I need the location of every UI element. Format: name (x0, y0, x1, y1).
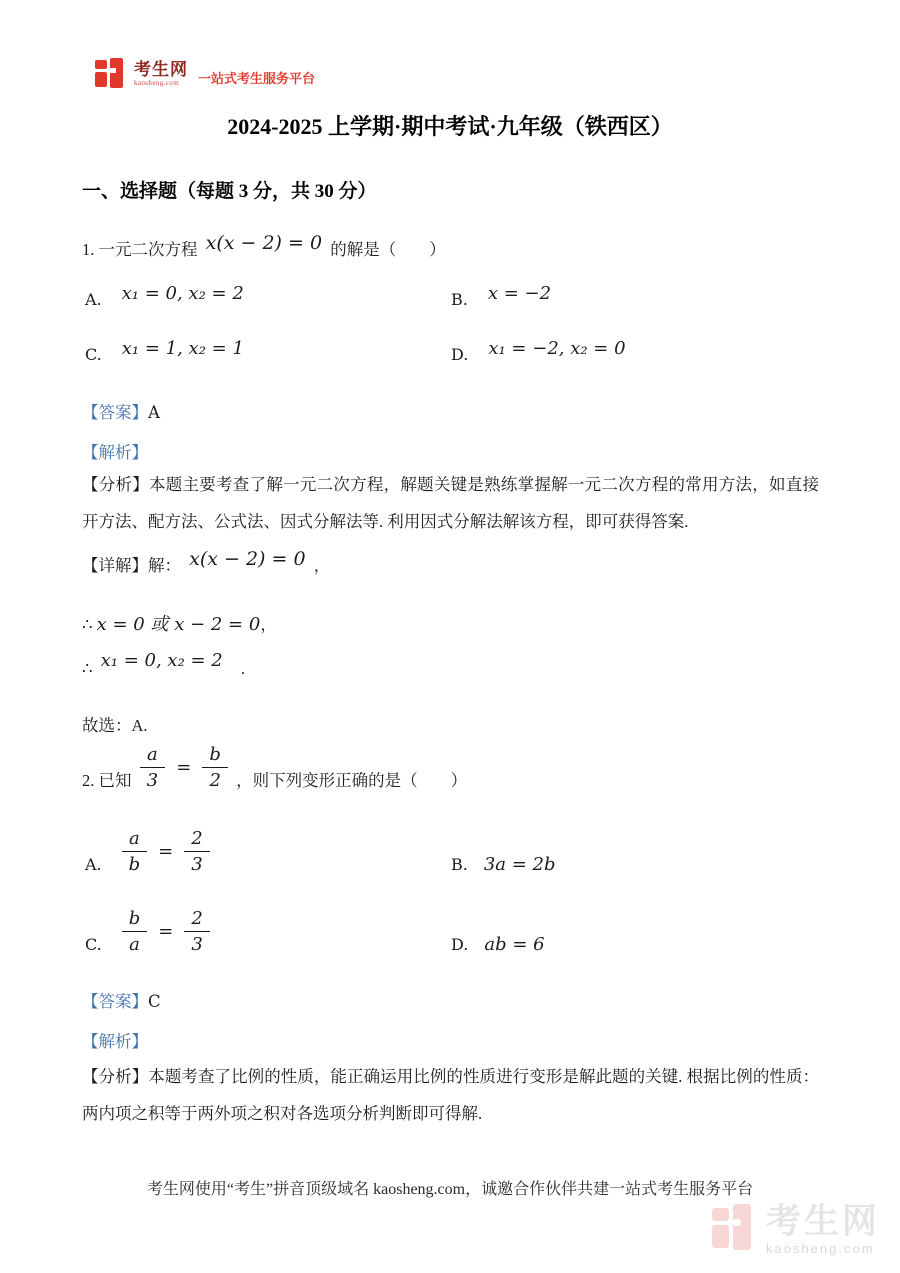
section-heading: 一、选择题（每题 3 分，共 30 分） (82, 181, 377, 202)
q2-options-row-2 (85, 908, 838, 955)
step-end: ， (260, 615, 277, 634)
equals-sign: = (176, 757, 192, 778)
fraction-denominator: b (128, 854, 141, 875)
fraction (184, 908, 209, 955)
detail-formula: x(x − 2) = 0 (189, 548, 306, 570)
page-title: 2024-2025 上学期·期中考试·九年级（铁西区） (227, 114, 673, 139)
q1-step-1 (82, 610, 277, 636)
option-label: C. (85, 345, 102, 364)
fraction-numerator: 2 (184, 908, 209, 932)
option-math: 3a = 2b (483, 854, 556, 875)
fraction-numerator: a (140, 744, 165, 768)
option-label: B. (451, 855, 468, 874)
option-math: ab = 6 (484, 934, 545, 955)
equals-sign: = (158, 841, 174, 862)
q1-answer-line (82, 399, 160, 423)
fraction-denominator: 2 (209, 770, 221, 791)
fraction (202, 744, 228, 791)
option-label: A. (85, 290, 102, 309)
watermark-domain: kaosheng.com (765, 1241, 875, 1256)
option-math: x₁ = 1, x₂ = 1 (121, 338, 244, 359)
q2-option-d (451, 934, 545, 955)
q1-conclusion: 故选：A. (82, 716, 148, 735)
fraction (122, 908, 148, 955)
brand-name: 考生网 (134, 60, 188, 79)
fraction (140, 744, 165, 791)
site-logo (95, 58, 315, 90)
option-label: D. (451, 345, 469, 364)
q2-analysis-label: 【解析】 (82, 1032, 148, 1051)
answer-value: C (148, 992, 161, 1011)
step-math: x = 0 或 x − 2 = 0 (96, 614, 261, 635)
option-math: x₁ = −2, x₂ = 0 (488, 338, 626, 359)
fraction-denominator: a (129, 934, 140, 955)
q2-stem-suffix: ，则下列变形正确的是（ ） (236, 771, 468, 790)
q1-options-row-1 (85, 283, 838, 310)
fraction-denominator: 3 (146, 770, 159, 791)
q1-analysis-text: 【分析】本题主要考查了解一元二次方程，解题关键是熟练掌握解一元二次方程的常用方法，如直接开方法、配方法、公式法、因式分解法等. 利用因式分解法解该方程，即可获得答案. (82, 475, 819, 531)
q1-option-d (451, 338, 630, 365)
kaosheng-watermark-icon (712, 1204, 758, 1256)
q2-option-a (85, 828, 451, 875)
option-label: C. (85, 935, 102, 954)
q1-option-a (85, 283, 451, 310)
q1-option-c (85, 338, 451, 365)
q2-stem-prefix: 2. 已知 (82, 771, 132, 790)
q2-analysis-text: 【分析】本题考查了比例的性质，能正确运用比例的性质进行变形是解此题的关键. 根据比例的性质：两内项之积等于两外项之积对各选项分析判断即可得解. (82, 1067, 819, 1123)
q1-stem-prefix: 1. 一元二次方程 (82, 240, 198, 259)
fraction-numerator: b (122, 908, 148, 932)
answer-label: 【答案】 (82, 403, 148, 422)
q1-formula: x(x − 2) = 0 (205, 232, 323, 254)
step-math: x₁ = 0, x₂ = 2 (100, 650, 223, 671)
q2-options-row-1 (85, 828, 838, 875)
q1-analysis-label: 【解析】 (82, 443, 148, 462)
brand-tagline: 一站式考生服务平台 (198, 71, 316, 86)
therefore-symbol: ∴ (82, 615, 93, 634)
fraction-denominator: 3 (191, 854, 203, 875)
fraction (184, 828, 209, 875)
fraction-numerator: 2 (184, 828, 209, 852)
answer-label: 【答案】 (82, 992, 148, 1011)
watermark (712, 1204, 880, 1256)
option-label: D. (451, 935, 469, 954)
equals-sign: = (158, 921, 174, 942)
q2-option-c (85, 908, 451, 955)
answer-value: A (148, 403, 160, 422)
detail-suffix: ， (313, 556, 331, 575)
option-math: x₁ = 0, x₂ = 2 (121, 283, 244, 304)
watermark-brand: 考生网 (765, 1202, 880, 1241)
fraction (122, 828, 148, 875)
q2-option-b (451, 854, 556, 875)
q1-option-b (451, 283, 555, 310)
kaosheng-logo-icon (95, 58, 129, 90)
option-math: x = −2 (487, 283, 552, 304)
q1-step-2 (82, 650, 246, 679)
q1-stem (82, 232, 446, 260)
fraction-denominator: 3 (191, 934, 203, 955)
q2-stem (82, 744, 467, 791)
q1-stem-suffix: 的解是（ ） (330, 240, 446, 259)
step-end: . (240, 659, 246, 678)
q2-answer-line (82, 988, 161, 1012)
fraction-numerator: a (122, 828, 148, 852)
detail-prefix: 【详解】解： (82, 556, 181, 575)
q1-detail-line (82, 548, 331, 576)
option-label: B. (451, 290, 468, 309)
fraction-numerator: b (202, 744, 228, 768)
footer-text: 考生网使用“考生”拼音顶级域名 kaosheng.com，诚邀合作伙伴共建一站式考生服务平台 (146, 1181, 754, 1198)
therefore-symbol: ∴ (82, 659, 93, 678)
option-label: A. (85, 855, 102, 874)
q1-options-row-2 (85, 338, 838, 365)
brand-domain: kaosheng.com (134, 79, 180, 87)
